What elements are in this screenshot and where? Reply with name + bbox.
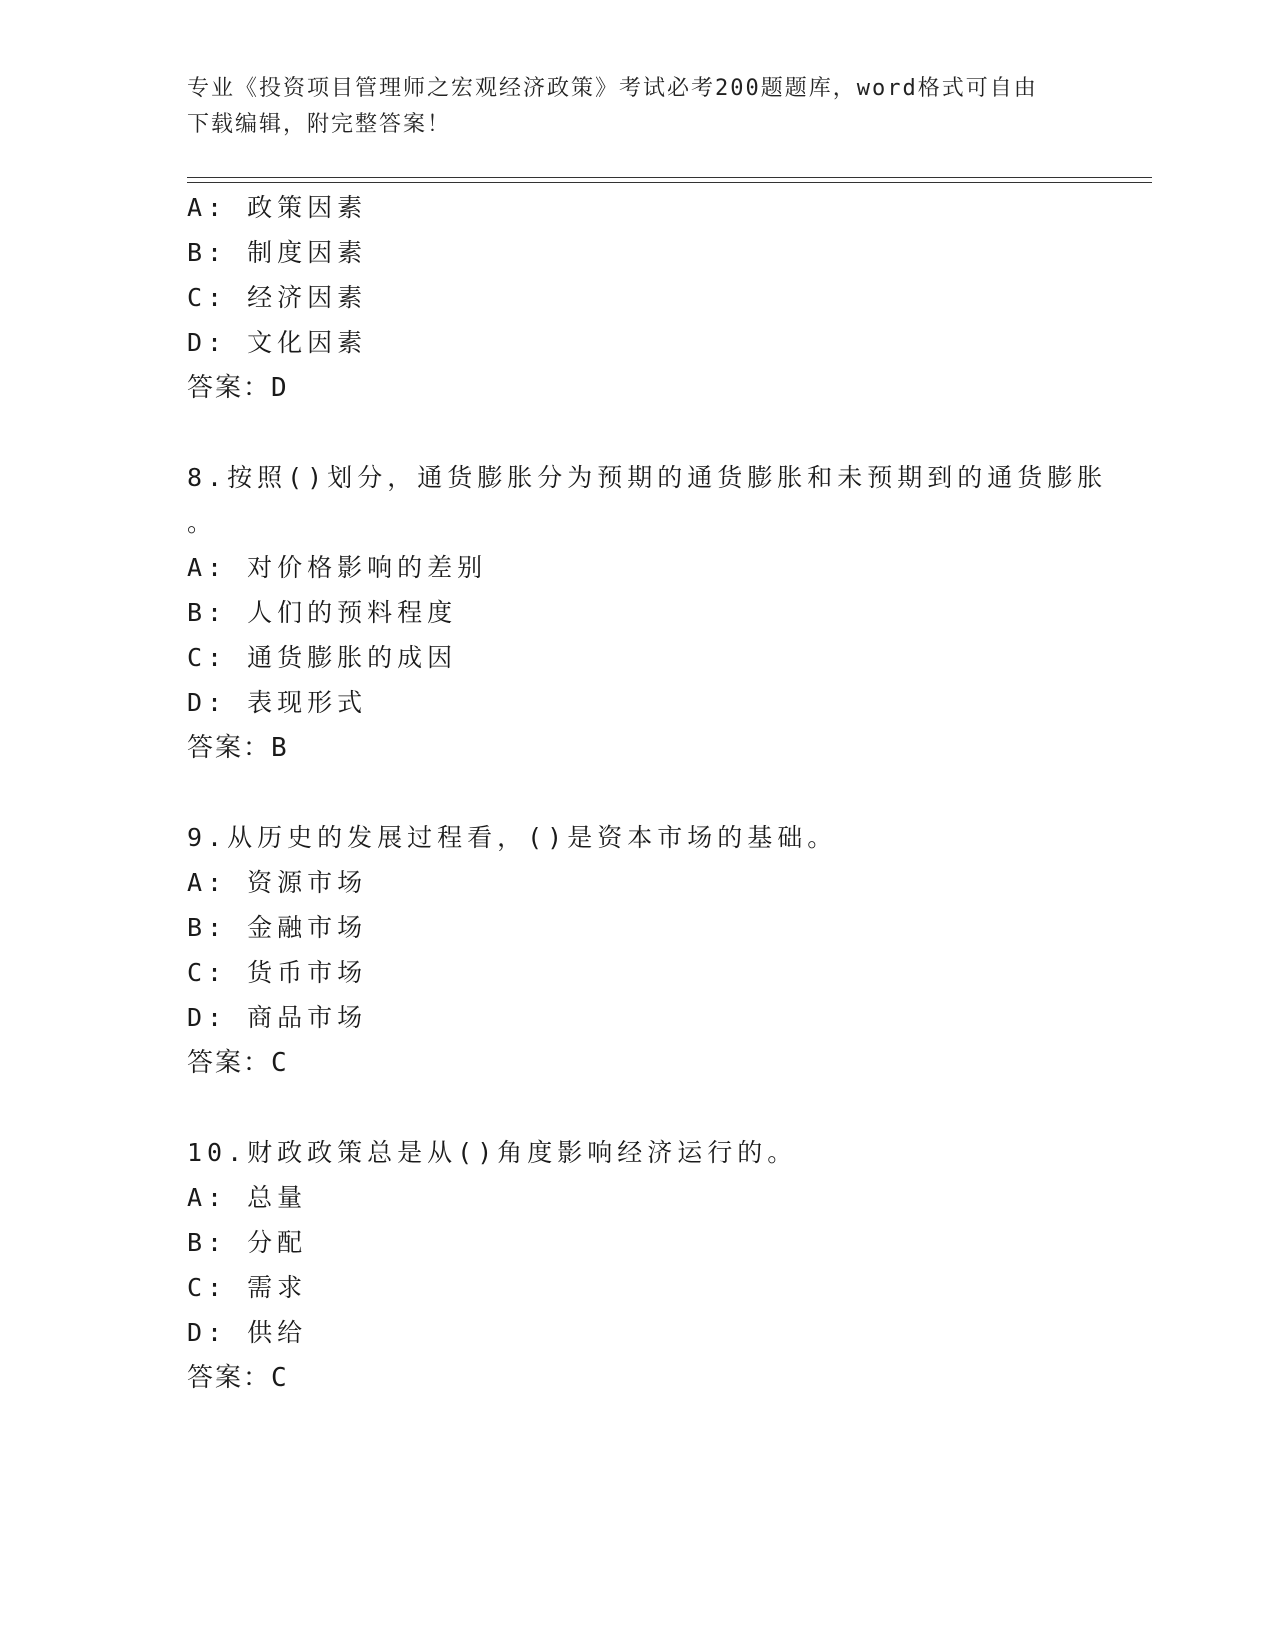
question-10-option-b: B: 分配	[187, 1228, 308, 1257]
question-10-option-d: D: 供给	[187, 1318, 308, 1347]
question-9-answer: 答案：C	[187, 1048, 289, 1078]
question-10-stem: 10.财政政策总是从()角度影响经济运行的。	[187, 1138, 798, 1167]
prev-option-b: B: 制度因素	[187, 238, 368, 267]
question-9-option-b: B: 金融市场	[187, 913, 368, 942]
question-9-option-a: A: 资源市场	[187, 868, 368, 897]
prev-option-a: A: 政策因素	[187, 193, 368, 222]
question-9-option-d: D: 商品市场	[187, 1003, 368, 1032]
question-8-stem-cont: 。	[187, 508, 218, 537]
header-line-1: 专业《投资项目管理师之宏观经济政策》考试必考200题题库，word格式可自由	[187, 76, 1038, 101]
question-9-option-c: C: 货币市场	[187, 958, 368, 987]
question-8-option-b: B: 人们的预料程度	[187, 598, 458, 627]
prev-option-d: D: 文化因素	[187, 328, 368, 357]
question-8-answer: 答案：B	[187, 733, 289, 763]
question-8-option-c: C: 通货膨胀的成因	[187, 643, 458, 672]
header-rule-bottom	[187, 182, 1152, 183]
header-rule-top	[187, 177, 1152, 178]
question-8-stem: 8.按照()划分，通货膨胀分为预期的通货膨胀和未预期到的通货膨胀	[187, 463, 1108, 492]
prev-option-c: C: 经济因素	[187, 283, 368, 312]
question-10-answer: 答案：C	[187, 1363, 289, 1393]
question-8-option-d: D: 表现形式	[187, 688, 368, 717]
header-line-2: 下载编辑，附完整答案！	[187, 112, 452, 137]
document-header	[187, 71, 1087, 143]
prev-answer: 答案：D	[187, 373, 289, 403]
question-10-option-a: A: 总量	[187, 1183, 308, 1212]
question-9-stem: 9.从历史的发展过程看，()是资本市场的基础。	[187, 823, 838, 852]
question-8-option-a: A: 对价格影响的差别	[187, 553, 488, 582]
question-10-option-c: C: 需求	[187, 1273, 308, 1302]
